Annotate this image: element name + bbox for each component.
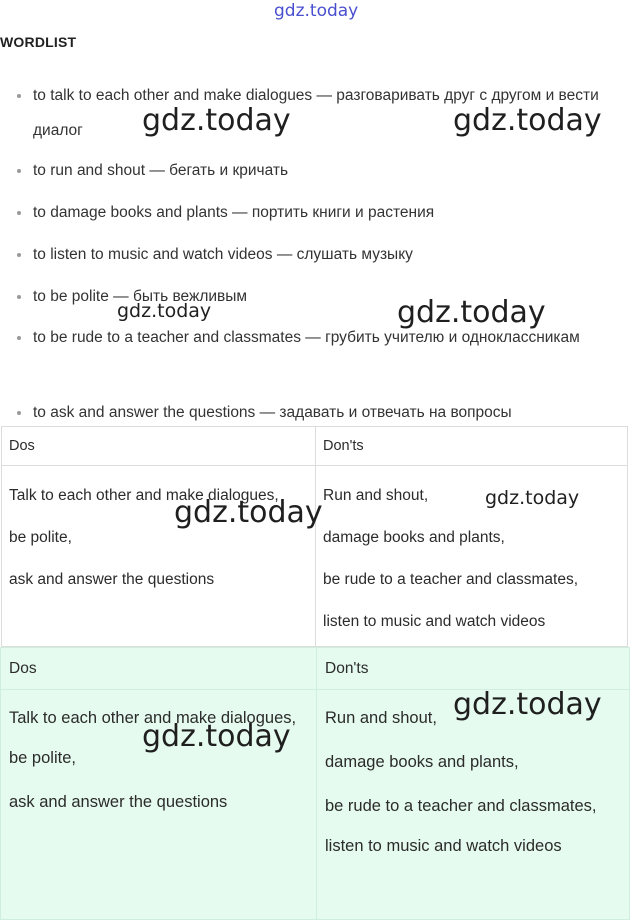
table-header-donts: Don'ts [317,648,630,690]
list-item: to damage books and plants — портить книги и растения [14,195,626,237]
watermark: gdz.today [485,487,580,509]
list-item: to run and shout — бегать и кричать [14,153,626,195]
dos-donts-table-green [0,647,630,920]
donts-item: be rude to a teacher and classmates, [323,571,579,588]
donts-item: listen to music and watch videos [323,613,546,630]
dos-cell [2,466,316,647]
list-item: to listen to music and watch videos — слушать музыку [14,237,626,279]
donts-item: listen to music and watch videos [325,837,562,855]
donts-item: damage books and plants, [325,753,519,771]
watermark: gdz.today [274,1,359,21]
list-item: to talk to each other and make dialogues — разговаривать друг с другом и вести диалог [14,78,626,153]
dos-item: be polite, [9,529,72,546]
wordlist [14,78,626,437]
watermark: gdz.today [453,103,602,138]
list-item: to be polite — быть вежливым [14,279,626,320]
watermark: gdz.today [142,103,291,138]
table-header-dos: Dos [1,648,317,690]
donts-cell [316,466,628,647]
list-item: to ask and answer the questions — задавать и отвечать на вопросы [14,395,626,437]
dos-item: Talk to each other and make dialogues, [9,487,279,504]
wordlist-title: WORDLIST [0,34,77,50]
table-header-donts: Don'ts [316,427,628,466]
table-header-row [1,648,630,690]
donts-item: damage books and plants, [323,529,505,546]
watermark: gdz.today [397,295,546,330]
dos-cell [1,690,317,920]
list-item: to be rude to a teacher and classmates — грубить учителю и одноклассникам [14,320,626,395]
table-row [1,690,630,920]
dos-donts-table [1,426,628,647]
donts-item: Run and shout, [323,487,429,504]
table-header-row [2,427,628,466]
watermark: gdz.today [453,687,602,722]
donts-item: Run and shout, [325,709,437,727]
donts-item: be rude to a teacher and classmates, [325,797,597,815]
dos-item: be polite, [9,749,76,767]
watermark: gdz.today [142,719,291,754]
donts-cell [317,687,630,920]
dos-item: ask and answer the questions [9,793,228,811]
table-header-dos: Dos [2,427,316,466]
table-row [2,466,628,647]
watermark: gdz.today [174,495,323,530]
watermark: gdz.today [117,300,212,322]
dos-item: Talk to each other and make dialogues, [9,709,297,727]
dos-item: ask and answer the questions [9,571,215,588]
